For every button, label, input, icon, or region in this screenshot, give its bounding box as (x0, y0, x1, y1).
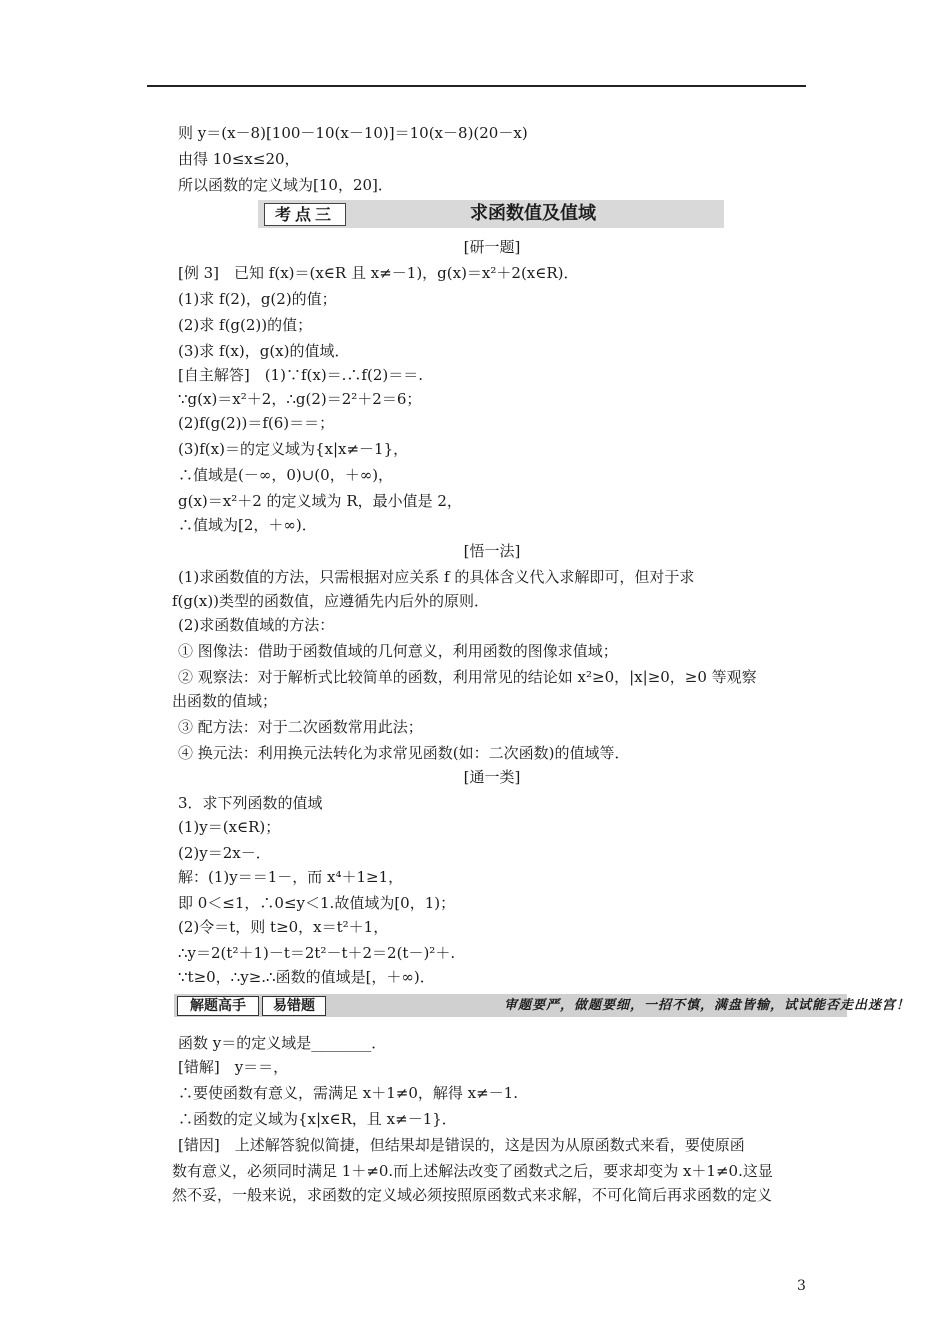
example-line: (3)求 f(x)，g(x)的值域． (178, 342, 350, 360)
page-number: 3 (797, 1278, 806, 1294)
tips-label-master: 解题高手 (177, 996, 259, 1016)
exercise-line: (2)令＝t，则 t≥0，x＝t²＋1， (178, 918, 389, 936)
cause-line: [错因] 上述解答貌似简捷，但结果却是错误的，这是因为从原函数式来看，要使原函 (178, 1136, 745, 1154)
tips-tagline: 审题要严，做题要细，一招不慎，满盘皆输，试试能否走出迷宫！ (504, 998, 911, 1013)
subheading-yanyiti: [研一题] (463, 238, 521, 256)
method-line: ④ 换元法：利用换元法转化为求常见函数(如：二次函数)的值域等． (178, 744, 630, 762)
tips-label-error: 易错题 (262, 996, 326, 1016)
exercise-line: (2)y＝2x－． (178, 844, 271, 862)
exercise-line: ∴y＝2(t²＋1)－t＝2t²－t＋2＝2(t－)²＋. (178, 944, 456, 962)
method-line: ② 观察法：对于解析式比较简单的函数，利用常见的结论如 x²≥0，|x|≥0，≥0 等观察 (178, 668, 757, 686)
method-line: (2)求函数值域的方法： (178, 616, 335, 634)
example-line: (2)求 f(g(2))的值； (178, 316, 313, 334)
exercise-line: 解：(1)y＝＝1－，而 x⁴＋1≥1， (178, 868, 404, 886)
subheading-wuyifa: [悟一法] (463, 542, 521, 560)
exercise-line: 3．求下列函数的值域 (178, 794, 323, 812)
text-line: 所以函数的定义域为[10，20]． (178, 176, 393, 194)
example-line: (2)f(g(2))＝f(6)＝＝； (178, 414, 335, 432)
example-line: ∴值域是(－∞，0)∪(0，＋∞)， (178, 466, 394, 484)
method-line: 出函数的值域； (172, 692, 278, 710)
exercise-line: ∵t≥0，∴y≥.∴函数的值域是[，＋∞)． (178, 968, 435, 986)
example-line: g(x)＝x²＋2 的定义域为 R，最小值是 2， (178, 492, 462, 510)
section-label: 考点三 (264, 203, 346, 226)
text-line: 由得 10≤x≤20， (178, 150, 300, 168)
cause-line: 然不妥，一般来说，求函数的定义域必须按照原函数式来求解，不可化简后再求函数的定义 (172, 1186, 773, 1204)
text-line: 则 y＝(x－8)[100－10(x－10)]＝10(x－8)(20－x) (178, 124, 528, 142)
cause-line: 数有意义，必须同时满足 1＋≠0.而上述解法改变了函数式之后，要求却变为 x＋1≠0.这显 (172, 1162, 773, 1180)
error-line: [错解] y＝＝， (178, 1058, 289, 1076)
error-line: 函数 y＝的定义域是________． (178, 1034, 387, 1052)
method-line: ③ 配方法：对于二次函数常用此法； (178, 718, 423, 736)
error-line: ∴函数的定义域为{x|x∈R，且 x≠－1}． (178, 1110, 457, 1128)
exercise-line: (1)y＝(x∈R)； (178, 818, 281, 836)
example-line: [例 3] 已知 f(x)＝(x∈R 且 x≠－1)，g(x)＝x²＋2(x∈R)． (178, 264, 579, 282)
method-line: f(g(x))类型的函数值，应遵循先内后外的原则． (172, 592, 490, 610)
header-rule (147, 85, 806, 87)
section-title: 求函数值及值域 (470, 203, 596, 224)
subheading-tongyilei: [通一类] (463, 768, 521, 786)
example-line: ∵g(x)＝x²＋2，∴g(2)＝2²＋2＝6； (178, 390, 422, 408)
error-line: ∴要使函数有意义，需满足 x＋1≠0，解得 x≠－1. (178, 1084, 518, 1102)
exercise-line: 即 0＜≤1，∴0≤y＜1.故值域为[0，1)； (178, 894, 456, 912)
example-line: ∴值域为[2，＋∞)． (178, 516, 317, 534)
example-line: [自主解答] (1)∵f(x)＝.∴f(2)＝＝. (178, 366, 424, 384)
method-line: (1)求函数值的方法，只需根据对应关系 f 的具体含义代入求解即可，但对于求 (178, 568, 695, 586)
method-line: ① 图像法：借助于函数值域的几何意义，利用函数的图像求值域； (178, 642, 618, 660)
example-line: (3)f(x)＝的定义域为{x|x≠－1}， (178, 440, 409, 458)
example-line: (1)求 f(2)，g(2)的值； (178, 290, 337, 308)
